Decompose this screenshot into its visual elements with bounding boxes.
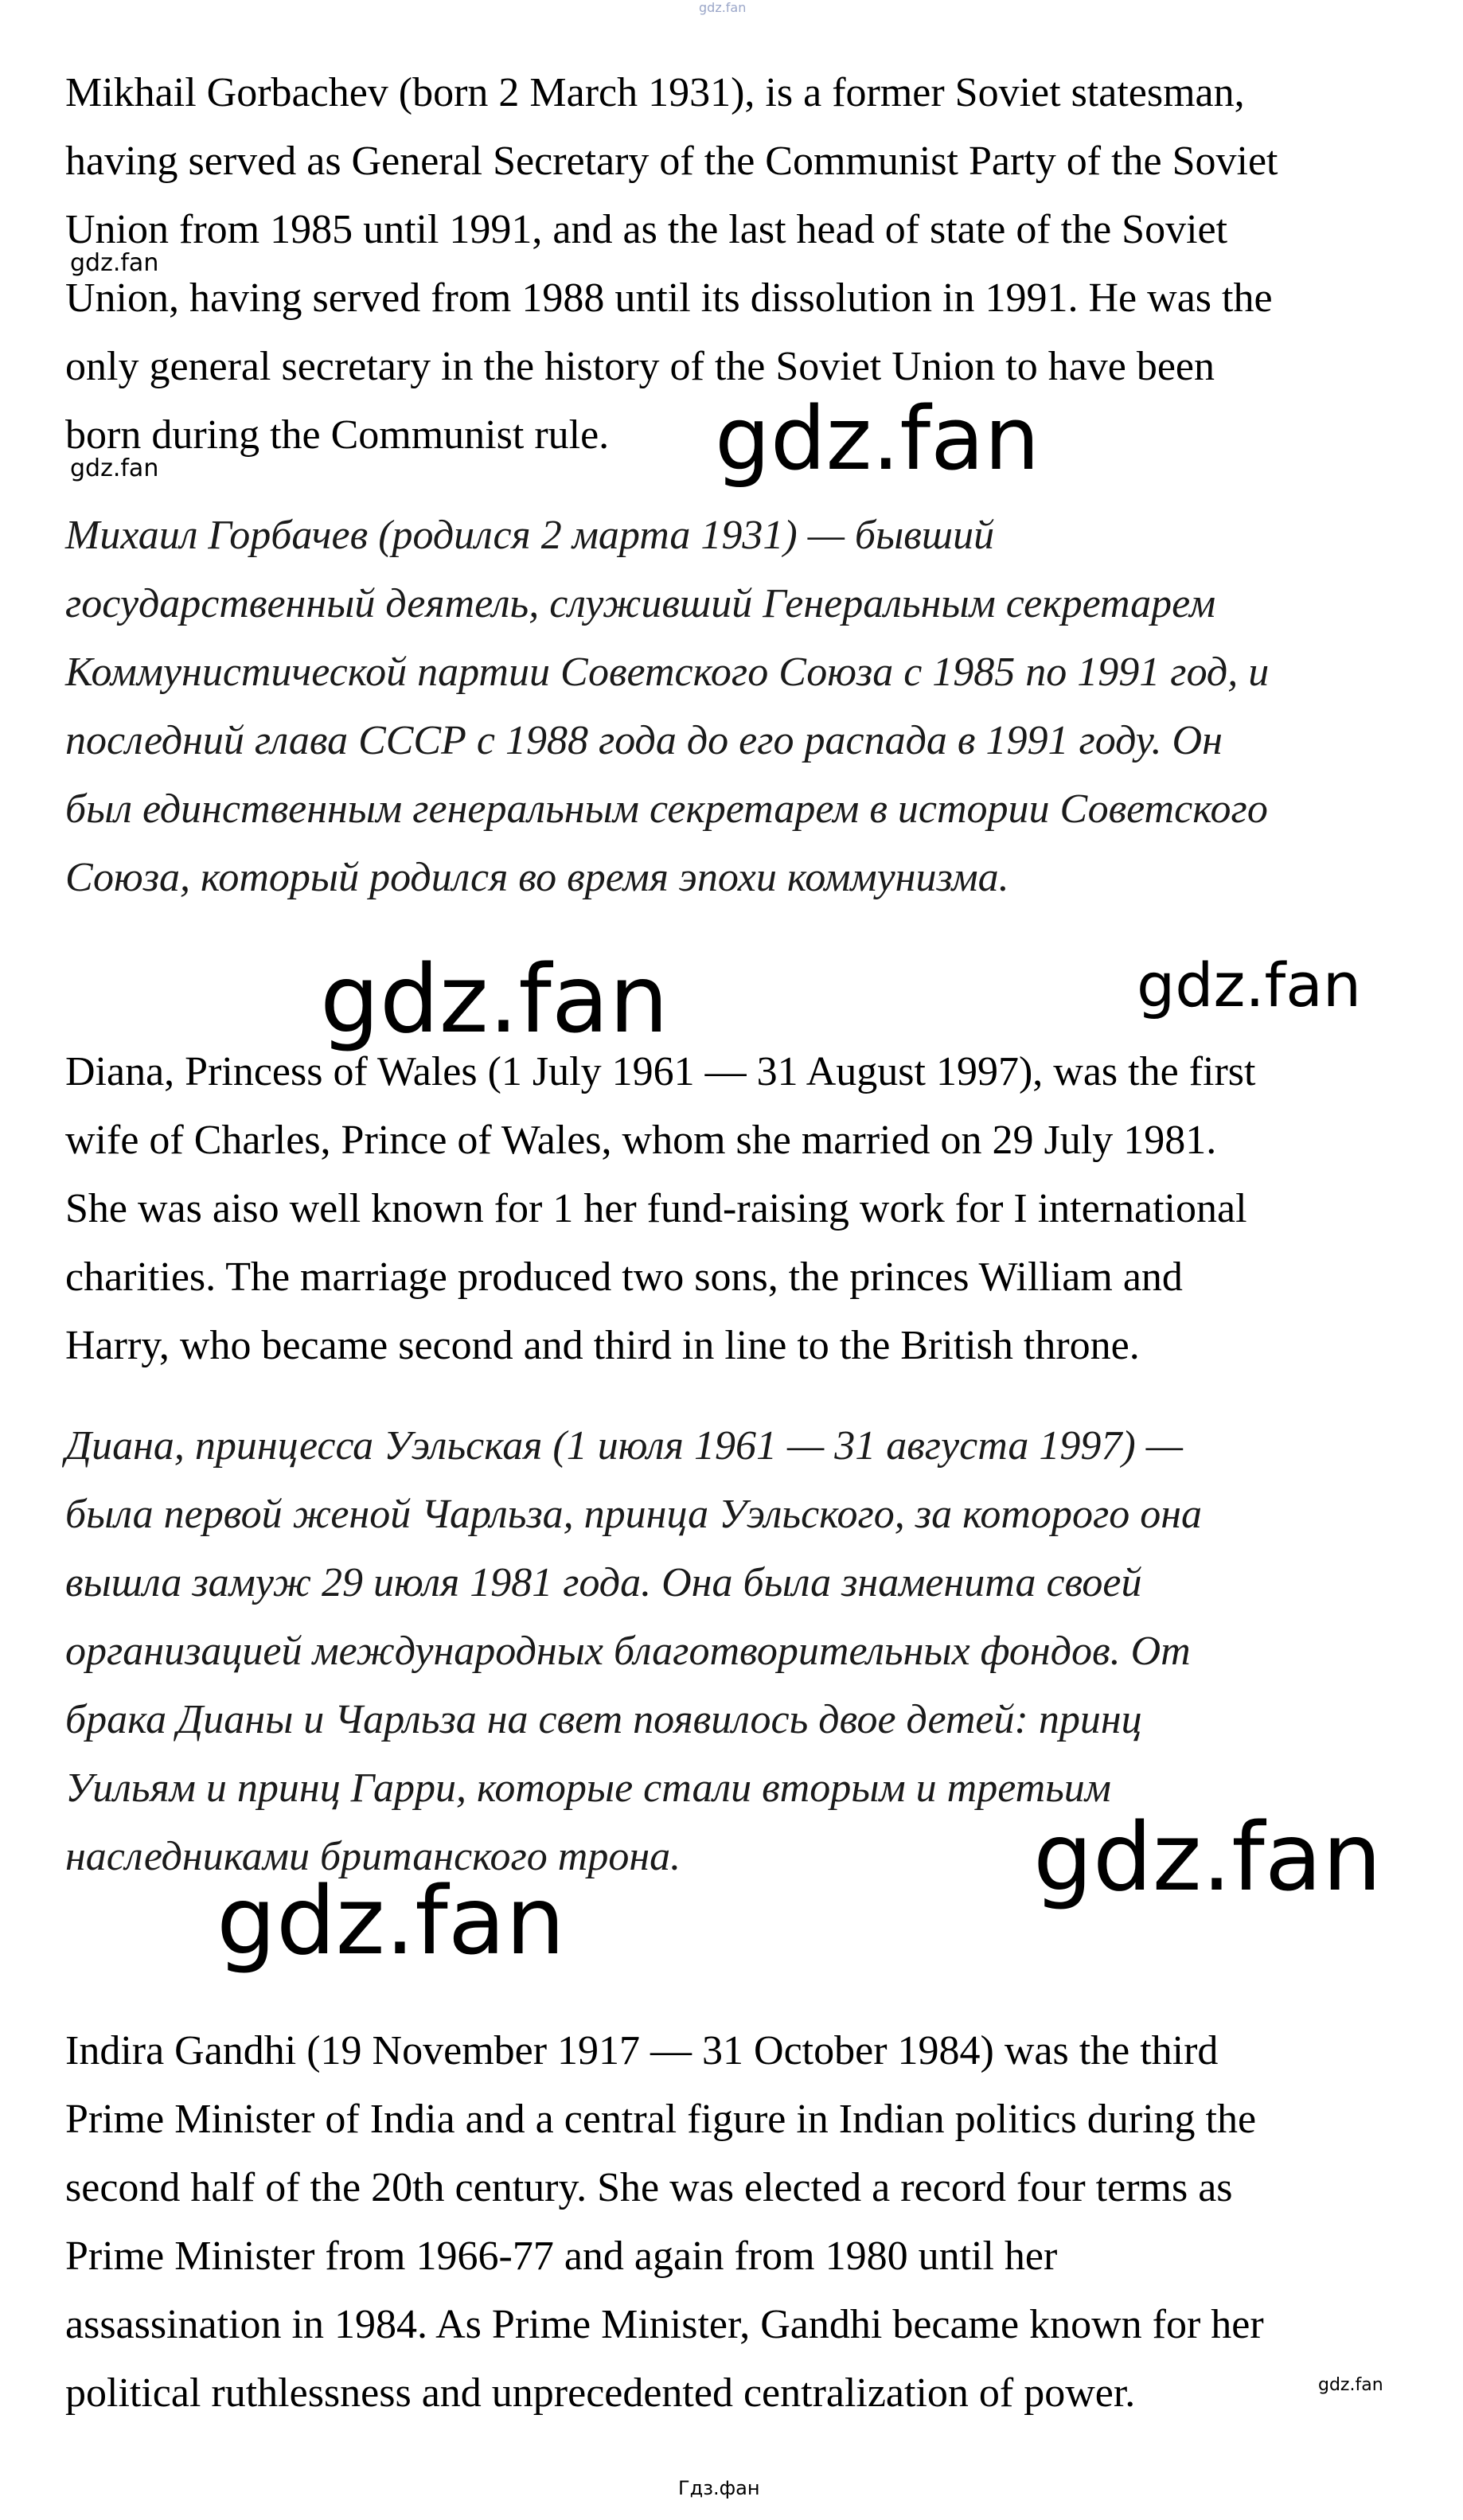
watermark-large-1: gdz.fan [715,388,1040,490]
watermark-medium-1: gdz.fan [1137,950,1362,1020]
watermark-top: gdz.fan [699,0,747,15]
gorbachev-english-text: Mikhail Gorbachev (born 2 March 1931), is a former Soviet statesman, having served as General Secretary of the Communist Party of the Soviet Union from 1985 until 1991, and as the last head of state of the Soviet Union, having served from 1988 until its dissolution in 1991. He was the only general secretary in the history of the Soviet Union to have been born during the Communist rule. [65,70,1278,458]
watermark-small-2: gdz.fan [70,454,159,482]
watermark-tiny-right: gdz.fan [1318,2375,1383,2395]
watermark-large-2: gdz.fan [320,944,669,1054]
watermark-small-1: gdz.fan [70,249,159,277]
diana-english-text: Diana, Princess of Wales (1 July 1961 — 31 August 1997), was the first wife of Charles, Prince of Wales, whom she married on 29 July 1981. She was aiso well known for 1 her fund-raising work for I international charities. The marriage produced two sons, the princes William and Harry, who became second and third in line to the British throne. [65,1049,1256,1368]
footer-watermark: Гдз.фан [678,2477,760,2499]
watermark-large-4: gdz.fan [217,1866,565,1976]
gorbachev-russian-text: Михаил Горбачев (родился 2 марта 1931) — бывший государственный деятель, служивший Генеральным секретарем Коммунистической партии Советского Союза с 1985 по 1991 год, и последний глава СССР с 1988 года до его распада в 1991 году. Он был единственным генеральным секретарем в истории Советского Союза, который родился во время эпохи коммунизма. [65,513,1270,900]
diana-russian-text: Диана, принцесса Уэльская (1 июля 1961 — 31 августа 1997) — была первой женой Чарльза, принца Уэльского, за которого она вышла замуж 29 июля 1981 года. Она была знаменита своей организацией международных благотворительных фондов. От брака Дианы и Чарльза на свет появилось двое детей: принц Уильям и принц Гарри, которые стали вторым и третьим наследниками британского трона. [65,1423,1203,1879]
watermark-large-3: gdz.fan [1033,1802,1382,1912]
gandhi-english-text: Indira Gandhi (19 November 1917 — 31 October 1984) was the third Prime Minister of India and a central figure in Indian politics during the second half of the 20th century. She was elected a record four terms as Prime Minister from 1966-77 and again from 1980 until her assassination in 1984. As Prime Minister, Gandhi became known for her political ruthlessness and unprecedented centralization of power. [65,2028,1264,2416]
